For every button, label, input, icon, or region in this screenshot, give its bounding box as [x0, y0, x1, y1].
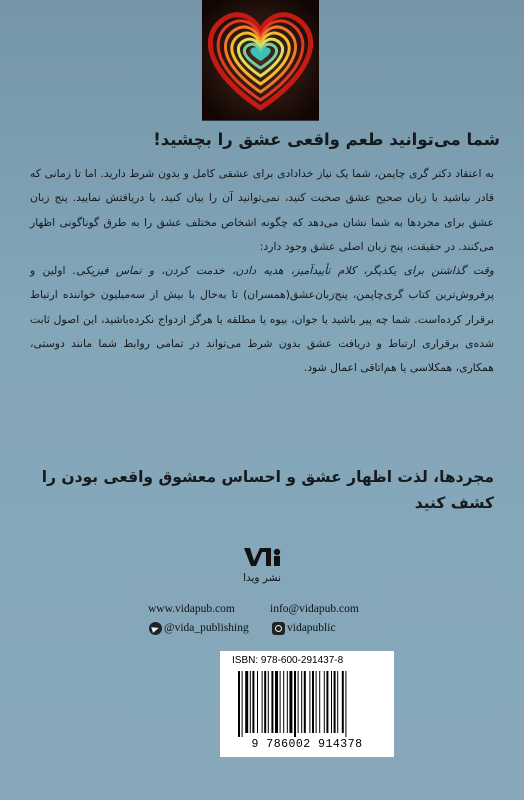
instagram-handle[interactable]: [272, 622, 336, 635]
telegram-icon: [149, 622, 162, 635]
website[interactable]: www.vidapub.com: [148, 603, 235, 615]
heart-artwork: [202, 0, 319, 121]
description-paragraph-2-text: اولین و پرفروش‌ترین کتاب گری‌چاپمن، پنج‌زبان‌عشق(همسران) تا به‌حال با بیش از سه‌میلیون خواننده ارتباط برقرار کرده‌است. شما چه پیر باشید یا جوان، بیوه یا مطلقه یا هرگز ازدواج نکرده‌باشید، این اصول ثابت شده‌ی برقراری ارتباط و دریافت عشق بدون شرط می‌تواند در تمامی روابط شما مانند دوستی، همکاری، همکلاسی یا هم‌اتاقی اعمال شود.: [30, 264, 494, 375]
telegram-label: @vida_publishing: [164, 622, 249, 635]
tagline: مجردها، لذت اظهار عشق و احساس معشوق واقعی بودن را کشف کنید: [41, 468, 494, 512]
email[interactable]: info@vidapub.com: [270, 603, 359, 615]
love-languages-list: وقت گذاشتن برای یکدیگر، کلام تأییدآمیز، هدیه دادن، خدمت کردن، و تماس فیزیکی.: [72, 264, 494, 278]
instagram-label: vidapublic: [287, 622, 336, 635]
instagram-icon: [272, 622, 285, 635]
publisher-name: نشر ویدا: [243, 572, 281, 584]
description: [30, 162, 494, 381]
headline: شما می‌توانید طعم واقعی عشق را بچشید!: [153, 130, 500, 149]
isbn-label: ISBN: 978-600-291437-8: [232, 655, 344, 666]
vida-logo-icon: [242, 544, 282, 570]
description-paragraph-1: به اعتقاد دکتر گری چاپمن، شما یک نیاز خدادادی برای عشقی کامل و بدون شرط دارید. اما تا زمانی که قادر نباشید با زبان صحیح عشق صحبت کنید، نمی‌توانید آن را بیان کنید، یا دریافتش نمایید. پنج زبان عشق برای مجردها به شما نشان می‌دهد که چگونه اشخاص مختلف عشق را به طرق گوناگونی اظهار می‌کنند. در حقیقت، پنج زبان اصلی عشق وجود دارد:: [30, 167, 494, 253]
publisher-logo: [222, 544, 302, 584]
isbn-barcode: [220, 651, 394, 757]
telegram-handle[interactable]: [149, 622, 249, 635]
description-paragraph-2: [30, 259, 494, 380]
barcode-bars: [238, 671, 376, 737]
heart-icon: [202, 0, 319, 120]
barcode-number: 9 786002 914378: [251, 738, 363, 751]
